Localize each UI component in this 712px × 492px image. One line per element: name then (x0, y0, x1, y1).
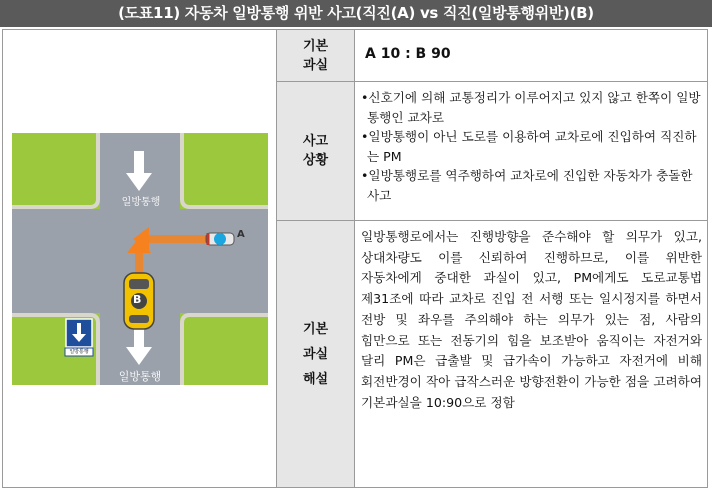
road-label-bottom: 일방통행 (118, 370, 162, 383)
vehicle-b-label: B (133, 293, 142, 306)
situation-item: •신호기에 의해 교통정리가 이루어지고 있지 않고 한쪽이 일방통행인 교차로 (361, 90, 701, 125)
situation-item: •일방통행이 아닌 도로를 이용하여 교차로에 진입하여 직진하는 PM (361, 129, 697, 164)
road-label-top: 일방통행 (121, 197, 161, 208)
intersection-diagram (12, 133, 268, 385)
accident-situation-list (361, 88, 702, 205)
vehicle-a-label: A (237, 229, 245, 240)
table-title: (도표11) 자동차 일방통행 위반 사고(직진(A) vs 직진(일방통행위반)(B) (0, 0, 712, 27)
label-basic-fault: 기본 과실 (277, 30, 354, 81)
pm-scooter-a-icon (206, 233, 234, 245)
divider (354, 30, 355, 487)
basic-fault-ratio: A 10 : B 90 (365, 46, 451, 62)
situation-item: •일방통행로를 역주행하여 교차로에 진입한 자동차가 충돌한 사고 (361, 168, 693, 203)
label-accident-situation: 사고 상황 (277, 82, 354, 220)
sign-label: 일방통행 (69, 349, 89, 355)
label-fault-explanation: 기본 과실 해설 (277, 221, 354, 487)
fault-explanation-text: 일방통행로에서는 진행방향을 준수해야 할 의무가 있고, 상대차량도 이를 신뢰하여 진행하므로, 이를 위반한 자동차에게 중대한 과실이 있고, PM에게도 도로교통법 제31조에 따라 교차로 진입 전 서행 또는 일시정지를 하면서 전방 및 좌우를 주의해야 하는 의무가 있는 점, 사람의 힘만으로 또는 전동기의 힘을 보조받아 움직이는 자전거와 달리 PM은 급출발 및 급가속이 가능하고 자전거에 비해 회전반경이 작아 급작스러운 방향전환이 가능한 점을 고려하여 기본과실을 10:90으로 정함 (361, 229, 702, 410)
